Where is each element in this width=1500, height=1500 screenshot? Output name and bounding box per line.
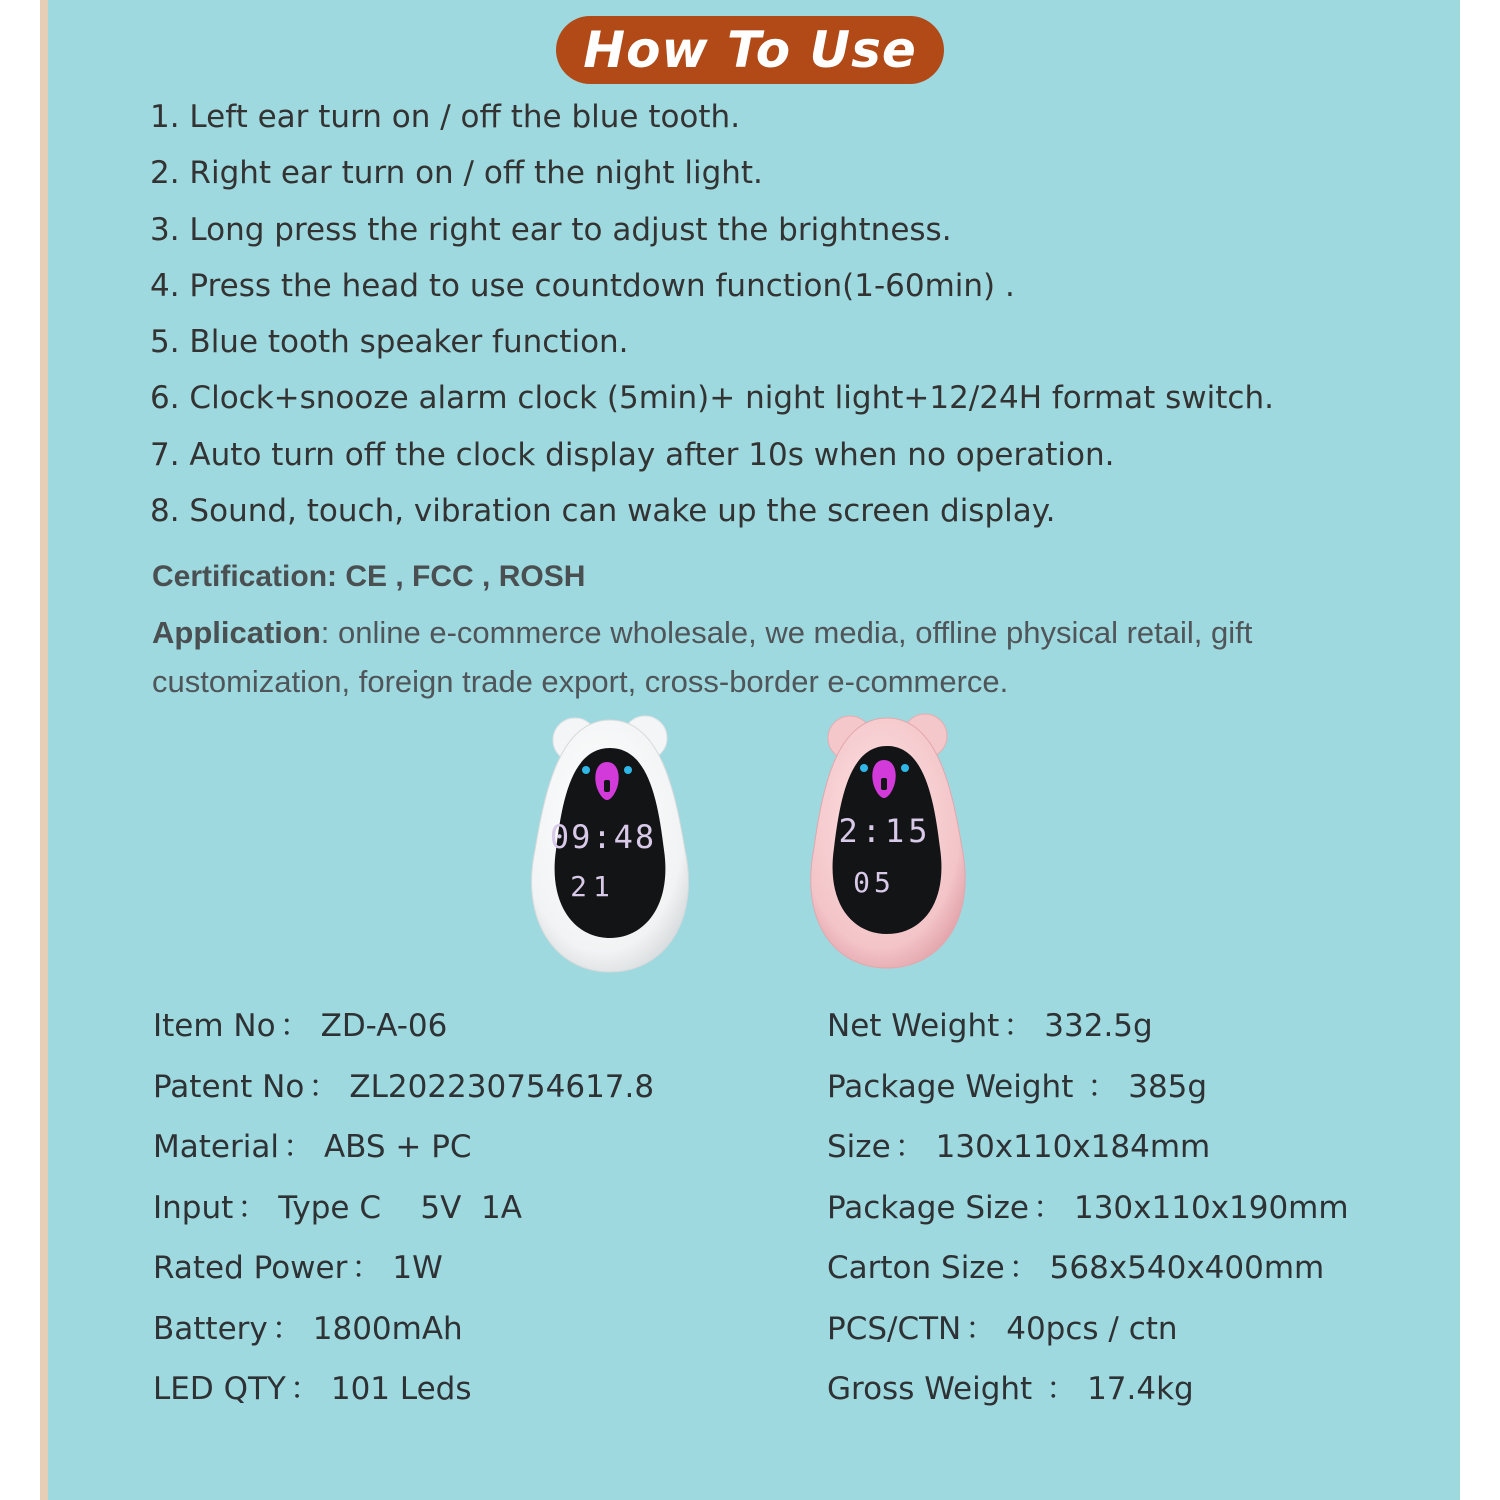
- white-clock-subtext: 21: [570, 870, 616, 903]
- white-bear-clock: [532, 716, 689, 972]
- spec-separator: ：: [271, 1310, 303, 1347]
- spec-separator: ：: [1032, 1189, 1064, 1226]
- spec-label: Input: [153, 1189, 234, 1226]
- spec-separator: ：: [1003, 1008, 1035, 1044]
- spec-separator: ：: [894, 1129, 926, 1165]
- application-value: : online e-commerce wholesale, we media, offline physical retail, gift customization, foreign trade export, cross-border e-commerce.: [152, 615, 1253, 699]
- spec-row: [153, 1000, 654, 1061]
- spec-label: Carton Size: [827, 1250, 1005, 1286]
- pink-clock-subtext: 05: [853, 866, 895, 899]
- spec-label: PCS/CTN: [827, 1310, 962, 1347]
- pink-bear-mouth: [881, 778, 887, 790]
- spec-value: 1800mAh: [312, 1310, 463, 1347]
- left-edge-strip: [40, 0, 48, 1500]
- spec-value: 130x110x190mm: [1073, 1189, 1349, 1226]
- spec-value: 130x110x184mm: [935, 1129, 1211, 1165]
- spec-value: 17.4kg: [1087, 1371, 1194, 1407]
- spec-separator: ：: [237, 1189, 269, 1226]
- spec-value: Type C 5V 1A: [278, 1189, 522, 1226]
- spec-row: [153, 1303, 654, 1364]
- pink-clock-time: 2:15: [838, 812, 932, 850]
- white-bear-mouth: [604, 780, 610, 792]
- spec-row: [153, 1182, 654, 1243]
- spec-value: ZD-A-06: [320, 1008, 448, 1044]
- spec-value: 568x540x400mm: [1049, 1250, 1325, 1286]
- spec-value: 101 Leds: [330, 1371, 472, 1407]
- spec-separator: ：: [282, 1129, 314, 1165]
- pink-bear-eye: [860, 764, 868, 772]
- white-bear-eye: [624, 766, 632, 774]
- spec-row: [153, 1363, 654, 1424]
- spec-label: Item No: [153, 1008, 276, 1044]
- spec-value: 1W: [392, 1250, 443, 1286]
- spec-label: Net Weight: [827, 1008, 1000, 1044]
- pink-bear-clock: [811, 714, 965, 968]
- spec-row: [153, 1242, 654, 1303]
- spec-separator: ：: [279, 1008, 311, 1044]
- product-image: [500, 700, 1000, 990]
- spec-label: Material: [153, 1129, 279, 1165]
- left-margin: [0, 0, 40, 1500]
- usage-step: 3. Long press the right ear to adjust the brightness.: [150, 211, 952, 248]
- usage-steps-list: [150, 92, 1274, 542]
- spec-row: [827, 1182, 1349, 1243]
- spec-separator: ：: [289, 1371, 321, 1407]
- spec-label: Battery: [153, 1310, 268, 1347]
- spec-label: Gross Weight: [827, 1371, 1033, 1407]
- spec-separator: ：: [351, 1250, 383, 1286]
- spec-row: [827, 1061, 1349, 1122]
- spec-value: 332.5g: [1044, 1008, 1153, 1044]
- application-label: Application: [152, 615, 321, 650]
- spec-value: 385g: [1128, 1068, 1208, 1105]
- usage-step: 8. Sound, touch, vibration can wake up the screen display.: [150, 493, 1056, 530]
- spec-value: ABS + PC: [323, 1129, 472, 1165]
- usage-step: 1. Left ear turn on / off the blue tooth.: [150, 99, 741, 135]
- spec-row: [827, 1363, 1349, 1424]
- application-paragraph: [152, 608, 1412, 706]
- spec-separator: ：: [1077, 1068, 1119, 1105]
- spec-value: 40pcs / ctn: [1006, 1310, 1178, 1347]
- spec-label: LED QTY: [153, 1371, 286, 1407]
- spec-row: [827, 1121, 1349, 1182]
- white-bear-eye: [582, 766, 590, 774]
- spec-label: Patent No: [153, 1068, 305, 1105]
- certification-line: [152, 560, 585, 594]
- spec-row: [153, 1121, 654, 1182]
- certification-value: CE , FCC , ROSH: [345, 560, 586, 593]
- spec-row: [827, 1303, 1349, 1364]
- specs-right-column: [827, 1000, 1349, 1424]
- how-to-use-title: How To Use: [556, 16, 944, 84]
- spec-row: [827, 1000, 1349, 1061]
- white-clock-time: 09:48: [549, 818, 657, 856]
- spec-label: Package Weight: [827, 1068, 1074, 1105]
- pink-bear-eye: [901, 764, 909, 772]
- spec-separator: ：: [308, 1068, 340, 1105]
- spec-label: Rated Power: [153, 1250, 348, 1286]
- spec-separator: ：: [1036, 1371, 1078, 1407]
- certification-label: Certification:: [152, 560, 338, 593]
- spec-value: ZL202230754617.8: [349, 1068, 655, 1105]
- spec-separator: ：: [1008, 1250, 1040, 1286]
- specs-left-column: [153, 1000, 654, 1424]
- usage-step: 2. Right ear turn on / off the night light.: [150, 155, 763, 192]
- spec-label: Size: [827, 1129, 891, 1165]
- spec-separator: ：: [965, 1310, 997, 1347]
- usage-step: 7. Auto turn off the clock display after 10s when no operation.: [150, 436, 1115, 473]
- usage-step: 4. Press the head to use countdown function(1-60min) .: [150, 267, 1015, 304]
- usage-step: 6. Clock+snooze alarm clock (5min)+ night light+12/24H format switch.: [150, 380, 1274, 417]
- spec-label: Package Size: [827, 1189, 1029, 1226]
- usage-step: 5. Blue tooth speaker function.: [150, 324, 629, 361]
- spec-row: [153, 1061, 654, 1122]
- spec-row: [827, 1242, 1349, 1303]
